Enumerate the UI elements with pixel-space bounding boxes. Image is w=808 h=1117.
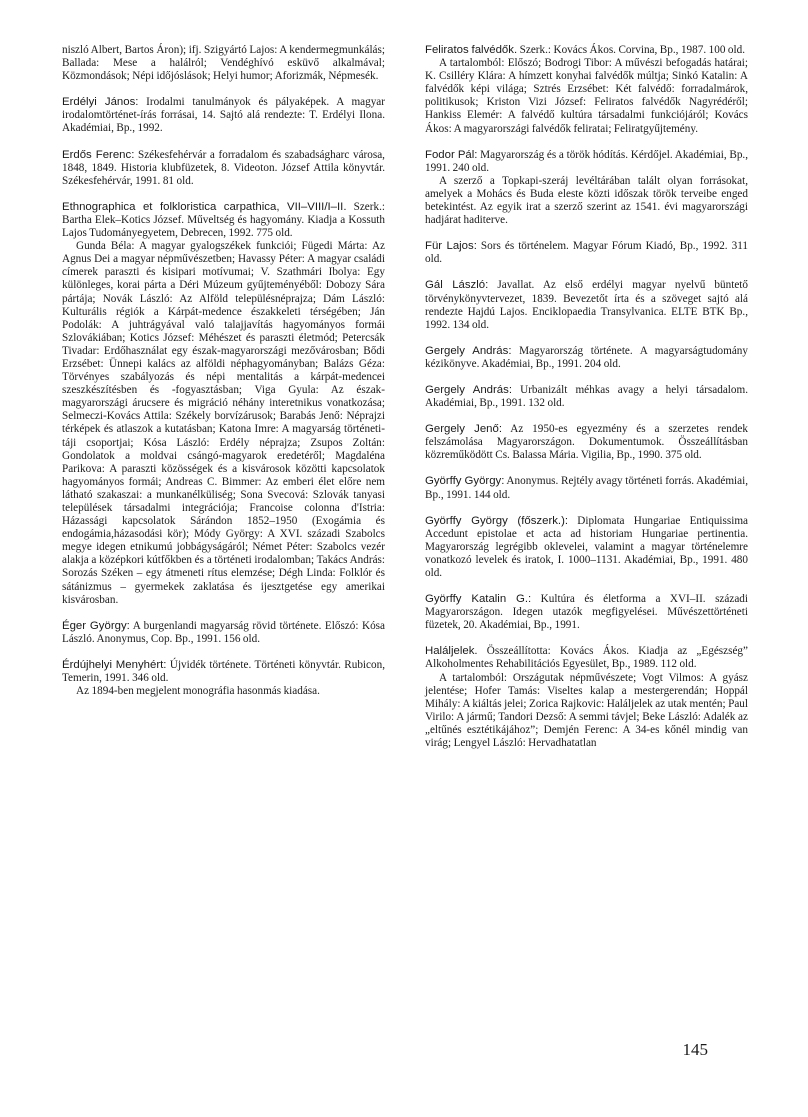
entry-body: Anonymus. Rejtély avagy történeti forrás. Akadémiai, Bp., 1991. 144 old. — [425, 475, 749, 501]
bibliography-entry — [62, 44, 385, 83]
entry-contents: A tartalomból: Országutak népművészete; Vogt Vilmos: A gyász jelentése; Hofer Tamás: Viseltes kalap a mestergerendán; Hoppál Mihály: A kiáltás jelei; Zorica Rajkovic: Haláljelek az utak mentén; Paul Virilo: A jármű; Tandori Dezső: A semmi távjel; Beke László: Adalék az „eltűnés esztétikájához”; Demjén Ferenc: A 34-es kőnél mindig van virág; Lengyel László: Hervadhatatlan — [425, 671, 748, 750]
left-column — [62, 44, 385, 711]
entry-body: Szerk.: Bartha Elek–Kotics József. Műveltség és hagyomány. Kiadja a Kossuth Lajos Tudományegyetem, Debrecen, 1992. 775 old. — [62, 200, 385, 240]
entry-author: Györffy György (főszerk.): — [425, 514, 569, 527]
entry-author: Erdélyi János: — [62, 96, 139, 109]
entry-author: Éger György: — [62, 619, 130, 632]
entry-author: Györffy György: — [425, 475, 505, 488]
entry-body: Diplomata Hungariae Entiquissima Accedunt epistolae et acta ad historiam Hungariae pertinentia. Magyarország legrégibb oklevelei, valamint a magyar történelemre vonatkozó levelek és iratok, I. 1000–1131. Akadémiai, Bp., 1991. 480 old. — [425, 514, 749, 579]
entry-author: Für Lajos: — [425, 240, 477, 253]
entry-body: Székesfehérvár a forradalom és szabadságharc városa, 1848, 1849. Historia klubfüzetek, 8. Videoton. József Attila könyvtár. Székesfehérvár, 1991. 81 old. — [62, 148, 385, 187]
bibliography-entry — [425, 645, 748, 750]
entry-body: Az 1950-es egyezmény és a szerzetes rendek felszámolása Magyarországon. Dokumentumok. Összeállításban közreműködött Cs. Balassa Mária. Vigilia, Bp., 1990. 375 old. — [425, 423, 748, 462]
entry-author: Fodor Pál: — [425, 148, 478, 161]
bibliography-entry — [425, 515, 748, 580]
entry-author: Feliratos falvédők. — [425, 44, 518, 56]
bibliography-entry — [425, 279, 748, 331]
bibliography-entry — [425, 423, 748, 462]
bibliography-entry — [62, 659, 385, 698]
entry-author: Gergely András: — [425, 344, 512, 357]
bibliography-entry — [62, 201, 385, 607]
bibliography-entry — [425, 240, 748, 266]
bibliography-entry — [62, 620, 385, 646]
entry-author: Gergely Jenő: — [425, 423, 502, 436]
entry-author: Gál László: — [425, 279, 489, 292]
entry-body: Kultúra és életforma a XVI–II. századi Magyarországon. Idegen utazók megfigyelései. Művészettörténeti füzetek, 20. Akadémiai, Bp., 1991. — [425, 593, 748, 632]
entry-body: Irodalmi tanulmányok és pályaképek. A magyar irodalomtörténet-írás forrásai, 14. Sajtó alá rendezte: T. Erdélyi Ilona. Akadémiai, Bp., 1992. — [62, 96, 385, 135]
bibliography-entry — [425, 593, 748, 632]
entry-contents: Gunda Béla: A magyar gyalogszékek funkciói; Fügedi Márta: Az Agnus Dei a magyar népművészetben; Havassy Péter: A magyar családi címerek paraszti és kisipari motívumai; V. Szathmári Ibolya: Egy különleges, korai párta a Déri Múzeum gyűjteményéből: Dobozy Sára pártája; Novák László: Az Alföld településnéprajza; Dám László: Kulturális régiók a Kárpát-medence északkeleti térségében; Ján Podolák: A juhtrágyával való talajjavítás hagyományos formái Szlovákiában; Kotics József: Méhészet és paraszti életmód; Petercsák Tivadar: Erdőhasználat egy észak-magyarországi mezővárosban; Bődi Erzsébet: Ünnepi kalács az alföldi néphagyományban; Balázs Géza: Törvényes szabályozás és népi mentalitás a kárpát-medencei szeszkészítésben és -fogyasztásban; Viga Gyula: Az észak-magyarországi árucsere és migráció néhány interetnikus vonatkozása; Selmeczi-Kovács Attila: Székely borvízárusok; Barabás Jenő: Néprajzi térképek és atlaszok a kutatásban; Katona Imre: A magyarság történeti-táji csoportjai; Kósa László: Erdély néprajza; Zsupos Zoltán: Gondolatok a moldvai csángó-magyarok eredetéről; Magdaléna Parikova: A paraszti közösségek és a kisvárosok közötti kapcsolatok hagyományos formái; Andreas C. Bimmer: Az emberi élet előre nem látható szakaszai: a munkanélküliség; Sona Svecová: Szlovák tanyasi települések társadalmi integrációja; Francoise colonna d'Istria: Házassági kapcsolatok Sárándon 1852–1950 (Exogámia és endogámia,házasodási kör); Módy György: A XVI. századi Szabolcs megye idegen etnikumú jobbágyságáról; Német Péter: Szabolcs vezér alakja a középkori kútfőkben és a történeti irodalomban; Takács András: Sorozás Széken – egy átmeneti rítus elemzése; Dégh Linda: Folklór és sátánizmus – gyermekek zaklatása és ijesztgetése egy amerikai kisvárosban. — [62, 240, 385, 606]
entry-contents: A tartalomból: Előszó; Bodrogi Tibor: A művészi befogadás határai; K. Csilléry Klára: A hímzett konyhai falvédők múltja; Sinkó Katalin: A falvédők képi világa; Sztrés Erzsébet: Két falvédő: forradalmárok, politikusok; Kriston Vizi József: Feliratos falvédők Nagyrédéről; Hankiss Elemér: A falvédő kultúra társadalmi funkciójáról; Kovács Ákos: A magyarországi falvédők feliratai; Feliratgyűjtemény. — [425, 57, 748, 135]
entry-author: Gergely András: — [425, 383, 512, 396]
entry-author: Érdújhelyi Menyhért: — [62, 658, 167, 671]
entry-body: niszló Albert, Bartos Áron); ifj. Szigyártó Lajos: A kendermegmunkálás; Ballada: Mese a halálról; Vendéghívó esküvő alkalmával; Közmondások; Népi időjóslások; Helyi humor; Aforizmák, Népmesék. — [62, 44, 385, 83]
page-number: 145 — [682, 1040, 708, 1059]
entry-author: Erdős Ferenc: — [62, 148, 135, 161]
bibliography-entry — [425, 384, 748, 410]
entry-body: Magyarország története. A magyarságtudomány kézikönyve. Akadémiai, Bp., 1991. 204 old. — [425, 344, 748, 370]
entry-body: Javallat. Az első erdélyi magyar nyelvű büntető törvénykönyvtervezet, 1839. Bevezetőt írta és a szöveget sajtó alá rendezte Hajdú Lajos. Enciklopaedia Transylvanica. ELTE BTK Bp., 1992. 134 old. — [425, 279, 748, 331]
entry-body: Urbanizált méhkas avagy a helyi társadalom. Akadémiai, Bp., 1991. 132 old. — [425, 383, 748, 410]
entry-author: Haláljelek. — [425, 645, 478, 658]
entry-body: Magyarország és a török hódítás. Kérdőjel. Akadémiai, Bp., 1991. 240 old. — [425, 148, 749, 174]
entry-body: Összeállította: Kovács Ákos. Kiadja az „Egészség” Alkoholmentes Rehabilitációs Egyesület, Bp., 1989. 112 old. — [425, 645, 748, 671]
entry-contents: Az 1894-ben megjelent monográfia hasonmás kiadása. — [76, 685, 320, 698]
bibliography-entry — [425, 44, 748, 136]
entry-body: A burgenlandi magyarság rövid története. Előszó: Kósa László. Anonymus, Cop. Bp., 1991. 156 old. — [62, 619, 385, 645]
entry-author: Ethnographica et folkloristica carpathica, VII–VIII/I–II. — [62, 200, 347, 213]
entry-body: Újvidék története. Történeti könyvtár. Rubicon, Temerin, 1991. 346 old. — [62, 658, 385, 685]
entry-author: Györffy Katalin G.: — [425, 593, 532, 606]
bibliography-entry — [62, 96, 385, 135]
bibliography-entry — [425, 345, 748, 371]
entry-body: Szerk.: Kovács Ákos. Corvina, Bp., 1987. 100 old. — [517, 44, 745, 56]
entry-contents: A szerző a Topkapi-szeráj levéltárában talált olyan forrásokat, amelyek a Mohács és Buda eleste közti időszak török terveibe enged betekintést. Az egyik irat a szerző szerint az 1541. évi magyarországi hadjárat haditerve. — [425, 174, 748, 227]
entry-body: Sors és történelem. Magyar Fórum Kiadó, Bp., 1992. 311 old. — [425, 240, 748, 266]
bibliography-entry — [425, 149, 748, 228]
right-column — [425, 44, 748, 763]
bibliography-entry — [62, 149, 385, 188]
bibliography-entry — [425, 475, 748, 501]
